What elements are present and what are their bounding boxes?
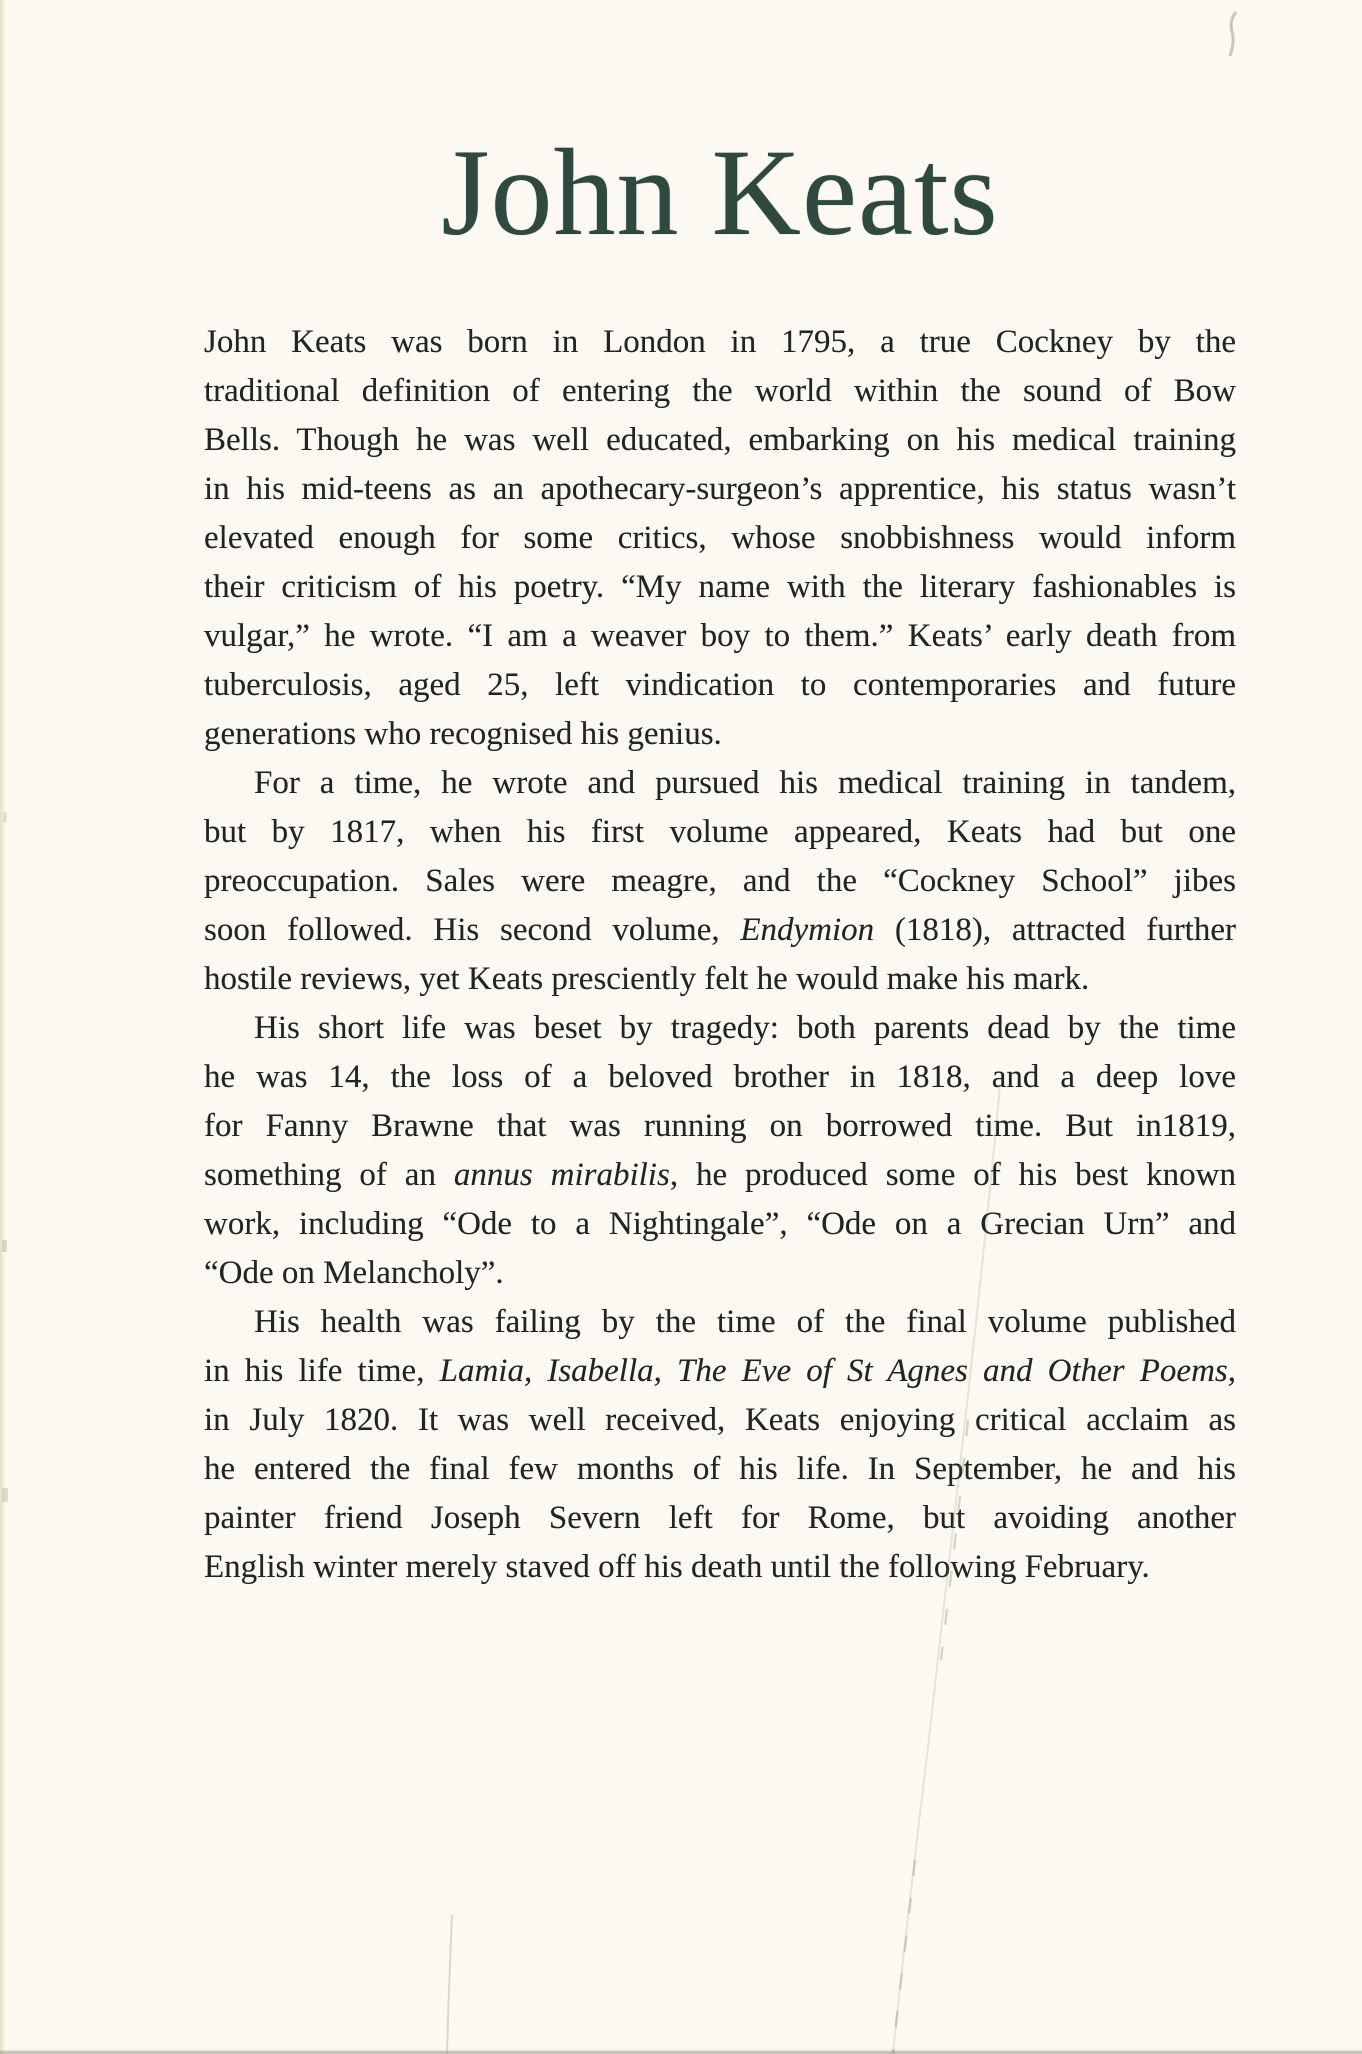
text-segment: he was 14, the loss of a beloved brother in 1818, and a deep love [204,1059,1236,1095]
text-line [204,318,1236,367]
text-segment: work, including “Ode to a Nightingale”, “Ode on a Grecian Urn” and [204,1206,1236,1242]
italic-text-segment: Lamia, Isabella, The Eve of St Agnes and Other Poems, [439,1353,1236,1389]
text-line [204,906,1236,955]
edge-speck [2,1240,7,1252]
text-line [204,661,1236,710]
text-segment: in his mid-teens as an apothecary-surgeon’s apprentice, his status wasn’t [204,471,1236,507]
text-line [204,1004,1236,1053]
text-segment: vulgar,” he wrote. “I am a weaver boy to them.” Keats’ early death from [204,618,1236,654]
text-segment: painter friend Joseph Severn left for Rome, but avoiding another [204,1500,1236,1536]
text-line [204,1347,1236,1396]
text-segment: for Fanny Brawne that was running on borrowed time. But in1819, [204,1108,1236,1144]
text-line [204,955,1236,1004]
text-line [204,1151,1236,1200]
text-segment: (1818), attracted further [874,912,1236,948]
text-segment: tuberculosis, aged 25, left vindication to contemporaries and future [204,667,1236,703]
text-line [204,759,1236,808]
text-segment: His health was failing by the time of the final volume published [254,1304,1236,1340]
text-segment: elevated enough for some critics, whose snobbishness would inform [204,520,1236,556]
edge-speck [3,812,7,822]
text-line [204,1494,1236,1543]
text-line [204,1445,1236,1494]
text-line [204,416,1236,465]
paragraph [204,1004,1236,1298]
text-line [204,1543,1236,1592]
text-segment: , he produced some of his best known [669,1157,1236,1193]
paragraph [204,1298,1236,1592]
text-line [204,1249,1236,1298]
italic-text-segment: annus mirabilis [453,1157,670,1193]
text-line [204,808,1236,857]
page-title: John Keats [441,124,999,261]
text-segment: in his life time, [204,1353,440,1389]
text-segment: Bells. Though he was well educated, embarking on his medical training [204,422,1236,458]
text-line [204,1053,1236,1102]
text-segment: in July 1820. It was well received, Keats enjoying critical acclaim as [204,1402,1236,1438]
paragraph [204,759,1236,1004]
text-segment: hostile reviews, yet Keats presciently felt he would make his mark. [204,961,1090,997]
text-line [204,367,1236,416]
text-line [204,1200,1236,1249]
text-segment: something of an [204,1157,454,1193]
text-segment: His short life was beset by tragedy: both parents dead by the time [254,1010,1236,1046]
text-segment: “Ode on Melancholy”. [204,1255,504,1291]
text-segment: he entered the final few months of his life. In September, he and his [204,1451,1236,1487]
text-segment: soon followed. His second volume, [204,912,741,948]
italic-text-segment: Endymion [740,912,875,948]
text-segment: generations who recognised his genius. [204,716,722,752]
bottom-scan-edge [0,2051,1362,2053]
text-segment: their criticism of his poetry. “My name with the literary fashionables is [204,569,1236,605]
text-segment: preoccupation. Sales were meagre, and the “Cockney School” jibes [204,863,1236,899]
text-segment: but by 1817, when his first volume appeared, Keats had but one [204,814,1236,850]
article-body [204,318,1236,1592]
text-line [204,1396,1236,1445]
stray-pen-mark [1230,12,1236,56]
text-line [204,612,1236,661]
text-line [204,514,1236,563]
text-segment: John Keats was born in London in 1795, a true Cockney by the [204,324,1236,360]
paragraph [204,318,1236,759]
text-line [204,857,1236,906]
scan-crease-line-left [447,1915,452,2054]
text-line [204,1102,1236,1151]
text-line [204,710,1236,759]
text-segment: traditional definition of entering the world within the sound of Bow [204,373,1236,409]
text-line [204,563,1236,612]
text-line [204,1298,1236,1347]
text-segment: English winter merely staved off his death until the following February. [204,1549,1150,1585]
text-line [204,465,1236,514]
edge-speck [2,1488,8,1502]
text-segment: For a time, he wrote and pursued his medical training in tandem, [254,765,1236,801]
